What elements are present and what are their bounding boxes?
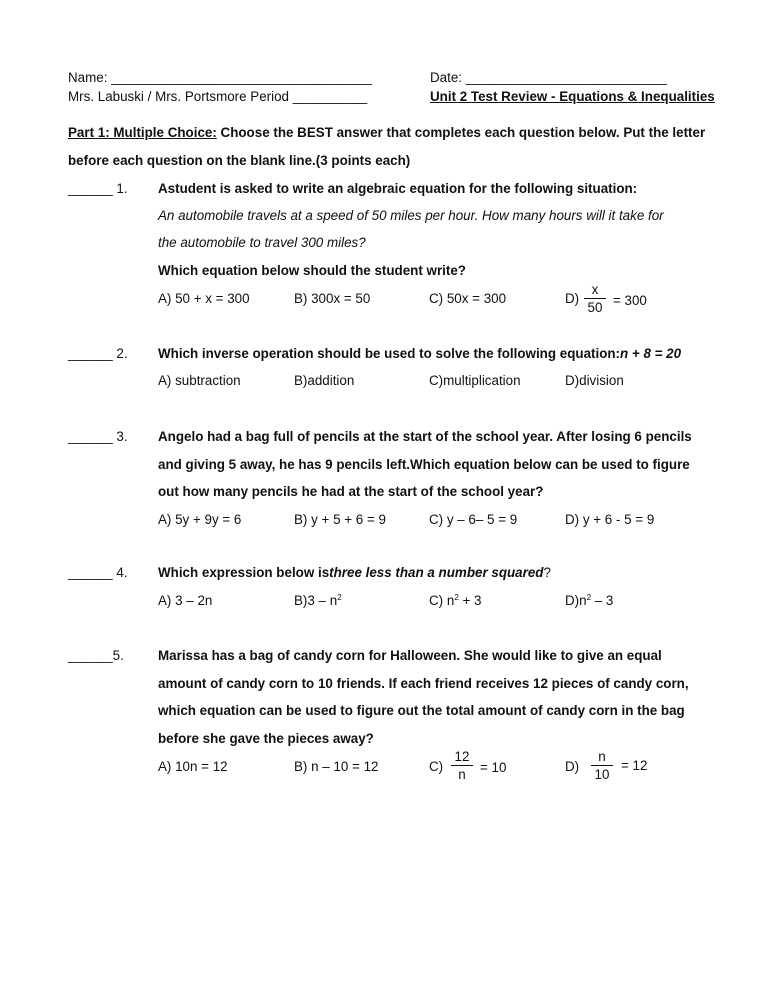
- q1-text: Astudent is asked to write an algebraic equation for the following situation:: [158, 181, 638, 196]
- q5-text-line-3: which equation can be used to figure out the total amount of candy corn in the bag: [158, 703, 685, 718]
- q3-option-a: A) 5y + 9y = 6: [158, 512, 242, 527]
- fraction-bar: [584, 298, 606, 299]
- instructions-line-1: [68, 125, 705, 140]
- q5-text-line-2: amount of candy corn to 10 friends. If each friend receives 12 pieces of candy corn,: [158, 676, 689, 691]
- q4-option-d-exponent: 2: [586, 593, 592, 602]
- q4-option-c: [429, 593, 481, 608]
- instructions-line-2: before each question on the blank line.(3 points each): [68, 153, 411, 168]
- q2-text-main: Which inverse operation should be used to solve the following equation:: [158, 346, 621, 361]
- instructions-text: Choose the BEST answer that completes each question below. Put the letter: [216, 125, 706, 140]
- q1-option-d-label: D): [565, 291, 580, 306]
- q4-option-d-base: D)n: [565, 593, 587, 608]
- q1-option-b: B) 300x = 50: [294, 291, 371, 306]
- q1-scenario-line-2: the automobile to travel 300 miles?: [158, 235, 366, 250]
- fraction-denominator: 50: [587, 300, 603, 315]
- fraction-bar: [451, 765, 473, 766]
- q4-option-b-base: B)3 – n: [294, 593, 338, 608]
- q5-option-c-fraction: [451, 750, 473, 782]
- fraction-denominator: n: [458, 767, 466, 782]
- part-label: Part 1: Multiple Choice:: [68, 125, 217, 140]
- q5-option-c-rest: = 10: [480, 760, 507, 775]
- answer-blank-3[interactable]: ______ 3.: [68, 429, 128, 444]
- page-title: Unit 2 Test Review - Equations & Inequalities: [430, 89, 715, 104]
- q1-prompt: Which equation below should the student write?: [158, 263, 466, 278]
- date-line[interactable]: Date: ___________________________: [430, 70, 667, 85]
- q5-option-d-label: D): [565, 759, 580, 774]
- answer-blank-2[interactable]: ______ 2.: [68, 346, 128, 361]
- fraction-denominator: 10: [594, 767, 610, 782]
- q2-equation: n + 8 = 20: [620, 346, 682, 361]
- q1-option-d-fraction: [584, 283, 606, 315]
- q4-option-c-rest: + 3: [458, 593, 482, 608]
- q2-text: [158, 346, 681, 361]
- q3-text-line-1: Angelo had a bag full of pencils at the start of the school year. After losing 6 pencils: [158, 429, 692, 444]
- q4-option-b: [294, 593, 342, 608]
- q4-option-d-rest: – 3: [591, 593, 614, 608]
- fraction-bar: [591, 765, 613, 766]
- q4-text: [158, 565, 551, 580]
- q4-option-a: A) 3 – 2n: [158, 593, 213, 608]
- q3-option-d: D) y + 6 - 5 = 9: [565, 512, 655, 527]
- q5-option-b: B) n – 10 = 12: [294, 759, 379, 774]
- q1-scenario-line-1: An automobile travels at a speed of 50 miles per hour. How many hours will it take for: [158, 208, 664, 223]
- q2-option-d: D)division: [565, 373, 624, 388]
- answer-blank-4[interactable]: ______ 4.: [68, 565, 128, 580]
- fraction-numerator: x: [591, 282, 599, 297]
- q5-option-a: A) 10n = 12: [158, 759, 228, 774]
- q3-text-line-3: out how many pencils he had at the start of the school year?: [158, 484, 544, 499]
- q2-option-c: C)multiplication: [429, 373, 521, 388]
- q5-option-d-fraction: [591, 750, 613, 782]
- q3-text-line-2: and giving 5 away, he has 9 pencils left.Which equation below can be used to figure: [158, 457, 690, 472]
- q2-option-b: B)addition: [294, 373, 355, 388]
- teacher-period-line: Mrs. Labuski / Mrs. Portsmore Period __________: [68, 89, 368, 104]
- q1-option-a: A) 50 + x = 300: [158, 291, 250, 306]
- q3-option-c: C) y – 6– 5 = 9: [429, 512, 518, 527]
- q4-option-b-exponent: 2: [337, 593, 342, 602]
- q2-option-a: A) subtraction: [158, 373, 241, 388]
- answer-blank-5[interactable]: ______5.: [68, 648, 124, 663]
- q4-option-c-exponent: 2: [454, 593, 459, 602]
- q3-option-b: B) y + 5 + 6 = 9: [294, 512, 386, 527]
- q4-text-emphasis: three less than a number squared: [329, 565, 544, 580]
- fraction-numerator: 12: [454, 749, 470, 764]
- answer-blank-1[interactable]: ______ 1.: [68, 181, 128, 196]
- fraction-numerator: n: [598, 749, 606, 764]
- q4-text-main: Which expression below is: [158, 565, 330, 580]
- q5-text-line-4: before she gave the pieces away?: [158, 731, 374, 746]
- q5-text-line-1: Marissa has a bag of candy corn for Halloween. She would like to give an equal: [158, 648, 662, 663]
- q1-option-c: C) 50x = 300: [429, 291, 507, 306]
- q5-option-c-label: C): [429, 759, 444, 774]
- q4-option-c-base: C) n: [429, 593, 455, 608]
- name-line[interactable]: Name: ___________________________________: [68, 70, 372, 85]
- q5-option-d-rest: = 12: [621, 758, 648, 773]
- q4-text-end: ?: [543, 565, 551, 580]
- q4-option-d: [565, 593, 613, 608]
- q1-option-d-rest: = 300: [613, 293, 647, 308]
